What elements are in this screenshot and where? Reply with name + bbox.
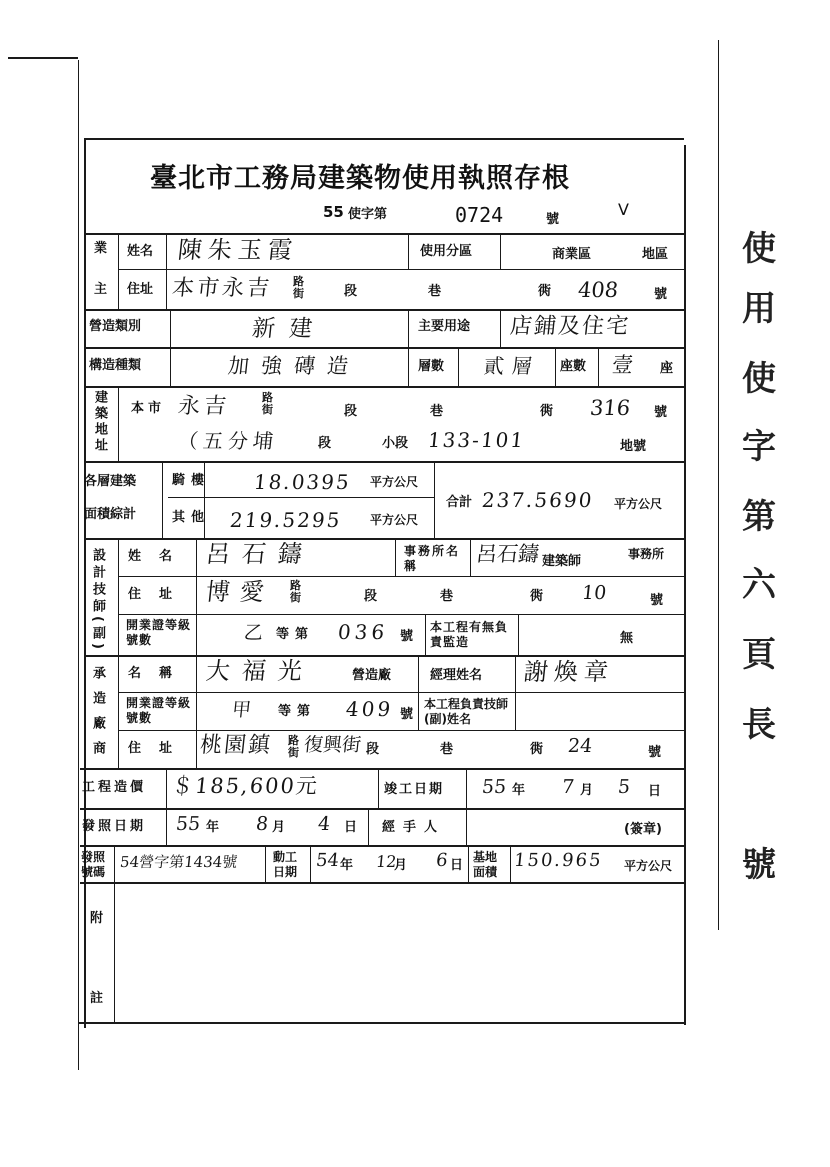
permit-label: 發照號碼 [81,850,106,879]
form-top-border [84,138,684,140]
designer-cert-label: 開業證等級號數 [126,618,192,647]
designer-cert-grade: 乙 [242,622,265,644]
page-edge-vline [78,60,79,1070]
site-number-value: 316 [588,396,632,420]
start-day-label: 日 [450,858,464,873]
rule-13 [118,730,684,731]
form-bottom-border [78,1022,684,1024]
issue-year-label: 年 [206,820,220,835]
adjacent-border [718,40,719,930]
area-label-1: 各層建築 [84,474,137,489]
adjacent-char-3: 使 [742,359,776,399]
page-edge-line [8,57,78,59]
finish-year-label: 年 [512,783,526,798]
vrule-area [162,461,163,538]
blocks-value: 壹 [610,353,635,377]
use-value: 店鋪及住宅 [508,314,632,339]
finish-day-label: 日 [648,784,662,799]
site-city-label: 本市 [131,401,166,416]
owner-number-value: 408 [576,278,620,302]
contractor-alley-label: 衖 [530,742,544,757]
contractor-road-label: 路街 [288,734,299,759]
designer-name-label: 姓名 [128,549,191,564]
rule-15 [80,808,684,810]
rule-4 [84,347,684,349]
adjacent-char-9: 號 [742,845,776,885]
base-unit: 平方公尺 [624,859,673,873]
vrule-blocks [555,347,556,386]
designer-lane-label: 巷 [440,589,454,604]
designer-cert-mid: 等第 [276,627,315,642]
site-lot-label: 地號 [620,439,647,454]
owner-hao-label: 號 [654,287,668,302]
contractor-address-label: 住址 [128,741,191,756]
license-mark: V [618,200,629,219]
rule-2 [118,269,684,270]
rule-10 [118,614,684,615]
rule-5 [84,386,684,388]
site-lane-label: 巷 [430,404,444,419]
site-duan-label: 段 [344,404,358,419]
rule-14 [80,768,684,770]
issue-handler-label: 經手人 [382,820,446,835]
issue-day-label: 日 [344,820,358,835]
designer-hao-label: 號 [650,593,664,608]
finish-month-label: 月 [580,783,594,798]
contractor-tech-label: 本工程負責技師(副)姓名 [424,697,509,726]
vrule-area3 [434,461,435,538]
vrule-blocks2 [598,347,599,386]
cost-label: 工程造價 [82,780,147,795]
owner-road-label: 路街 [293,275,304,300]
start-label: 動工日期 [273,850,298,879]
blocks-suffix: 座 [660,361,674,376]
site-small-duan-label: 小段 [382,436,409,451]
site-lot-value: 133-101 [426,428,527,452]
contractor-address-value: 桃園鎮 [198,733,274,758]
vrule-owner-name [166,233,167,309]
license-number: 0724 [455,203,504,227]
vrule-district2 [500,233,501,269]
vrule-floors [458,347,459,386]
contractor-section-label: 承造廠商 [90,666,105,766]
designer-address-value: 博愛 [204,578,276,606]
rule-1 [84,233,684,235]
other-label: 其他 [172,510,211,525]
designer-cert-hao: 號 [400,629,414,644]
contractor-firm-suffix: 營造廠 [352,668,392,683]
vrule-permit5 [510,845,511,882]
struct-value: 加強磚造 [226,354,362,378]
vrule-issue2 [368,808,369,845]
finish-month: 7 [560,776,576,798]
designer-section-label: 設計技師(副) [90,548,105,653]
type-value: 新建 [250,316,328,342]
form-right-border [684,145,686,1025]
rule-9 [118,576,684,577]
vrule-type [170,309,171,386]
vrule-cost3 [466,768,467,808]
designer-road-label: 路街 [290,579,301,604]
adjacent-char-1: 使 [742,229,776,269]
start-year: 54 [314,850,341,871]
designer-duan-label: 段 [364,589,378,604]
owner-duan-label: 段 [344,284,358,299]
designer-office-suffix-b: 事務所 [628,547,665,561]
owner-name-label: 姓名 [127,244,154,259]
vrule-district [408,233,409,269]
total-label: 合計 [446,495,473,510]
rule-3 [84,309,684,311]
finish-label: 竣工日期 [384,782,445,797]
designer-office-suffix-a: 建築師 [542,554,582,569]
vrule-supervise2 [518,614,519,655]
vrule-owner [118,233,119,309]
designer-alley-label: 衖 [530,589,544,604]
contractor-lane-label: 巷 [440,742,454,757]
vrule-permit2 [265,845,266,882]
adjacent-char-6: 六 [742,565,776,605]
rule-7 [168,497,434,498]
arcade-unit: 平方公尺 [370,475,419,489]
adjacent-char-4: 字 [742,427,776,467]
vrule-office2 [470,538,471,576]
notes-label-bottom: 註 [90,991,104,1006]
site-parcel-value: （五分埔 [176,429,280,453]
vrule-office [395,538,396,576]
vrule-designer [118,538,119,768]
adjacent-char-5: 第 [742,497,776,537]
contractor-cert-number: 409 [344,697,395,721]
rule-16 [80,845,684,847]
designer-office-label: 事務所名稱 [404,544,461,573]
start-year-label: 年 [340,858,354,873]
finish-year: 55 [480,776,508,798]
issue-label: 發照日期 [82,819,147,834]
vrule-permit4 [468,845,469,882]
designer-supervise-value: 無 [620,631,634,646]
designer-office-value: 呂石鑄 [474,542,541,566]
permit-value: 54營字第1434號 [119,853,239,871]
vrule-manager [418,655,419,730]
designer-supervise-label: 本工程有無負責監造 [430,620,509,649]
base-label: 基地面積 [473,850,498,879]
license-middle: 使字第 [348,207,388,222]
site-parcel-duan: 段 [318,436,332,451]
site-label: 建築地址 [92,390,107,454]
vrule-use2 [500,309,501,347]
issue-month: 8 [254,813,270,835]
struct-label: 構造種類 [89,358,142,373]
arcade-value: 18.0395 [252,470,352,494]
page-title: 臺北市工務局建築物使用執照存根 [150,163,570,194]
contractor-name-value: 大福光 [204,657,316,685]
vrule-cost2 [378,768,379,808]
contractor-duan-label: 段 [366,742,380,757]
adjacent-char-7: 頁 [742,635,776,675]
floors-label: 層數 [418,359,445,374]
site-road-value: 永吉 [176,394,232,419]
owner-section-bottom: 主 [94,282,108,297]
total-unit: 平方公尺 [614,497,663,511]
issue-sign-label: (簽章) [624,822,662,837]
rule-6 [84,461,684,463]
site-hao-label: 號 [654,405,668,420]
notes-label-top: 附 [90,911,104,926]
adjacent-char-2: 用 [742,289,776,329]
start-month-label: 月 [394,858,408,873]
vrule-cost [166,768,167,808]
start-month: 12 [375,852,398,871]
vrule-designer2 [196,538,197,768]
cost-value: ＄185,600元 [170,774,321,798]
rule-17 [80,882,684,884]
contractor-cert-label: 開業證等級號數 [126,696,192,725]
vrule-permit [114,845,115,882]
vrule-use [408,309,409,386]
total-value: 237.5690 [480,488,595,512]
contractor-name-label: 名稱 [128,666,191,681]
owner-address-label: 住址 [127,282,154,297]
rule-11 [84,655,684,657]
owner-alley-label: 衖 [538,284,552,299]
designer-address-label: 住址 [128,587,191,602]
adjacent-char-8: 長 [742,705,776,745]
contractor-road-value: 復興街 [302,734,363,756]
form-left-border [84,138,86,1028]
other-value: 219.5295 [228,508,343,532]
arcade-label: 騎樓 [172,473,211,488]
base-value: 150.965 [512,850,604,871]
license-suffix: 號 [546,212,560,227]
contractor-hao-label: 號 [648,745,662,760]
vrule-notes [114,882,115,1022]
rule-12 [118,692,684,693]
rule-8 [84,538,684,540]
finish-day: 5 [616,776,632,798]
owner-lane-label: 巷 [428,284,442,299]
issue-day: 4 [316,813,332,835]
floors-value: 貳層 [482,354,542,378]
owner-name-value: 陳朱玉霞 [176,236,300,264]
vrule-permit3 [310,845,311,882]
start-day: 6 [434,850,449,871]
contractor-manager-label: 經理姓名 [430,668,483,683]
owner-district-label: 使用分區 [420,244,473,259]
contractor-manager-value: 謝煥章 [522,658,616,686]
vrule-supervise [425,614,426,655]
designer-cert-number: 036 [336,620,390,644]
type-label: 營造類別 [89,319,142,334]
vrule-site [118,386,119,461]
site-road-label: 路街 [262,391,273,416]
use-label: 主要用途 [418,319,471,334]
vrule-issue [166,808,167,845]
other-unit: 平方公尺 [370,513,419,527]
issue-month-label: 月 [272,820,286,835]
issue-year: 55 [174,813,202,835]
license-prefix: 55 [323,203,344,221]
contractor-cert-grade: 甲 [230,699,253,721]
blocks-label: 座數 [560,359,587,374]
contractor-cert-mid: 等第 [278,704,317,719]
contractor-cert-hao: 號 [400,707,414,722]
owner-section-top: 業 [94,241,108,256]
designer-name-value: 呂石鑄 [204,540,316,568]
owner-district-value: 商業區 [552,247,592,262]
vrule-issue3 [466,808,467,845]
owner-district-suffix: 地區 [642,247,669,262]
contractor-number-value: 24 [566,735,594,757]
site-alley-label: 衖 [540,404,554,419]
area-label-2: 面積綜計 [84,507,137,522]
designer-number-value: 10 [580,582,608,604]
owner-address-city: 本市永吉 [170,276,274,301]
